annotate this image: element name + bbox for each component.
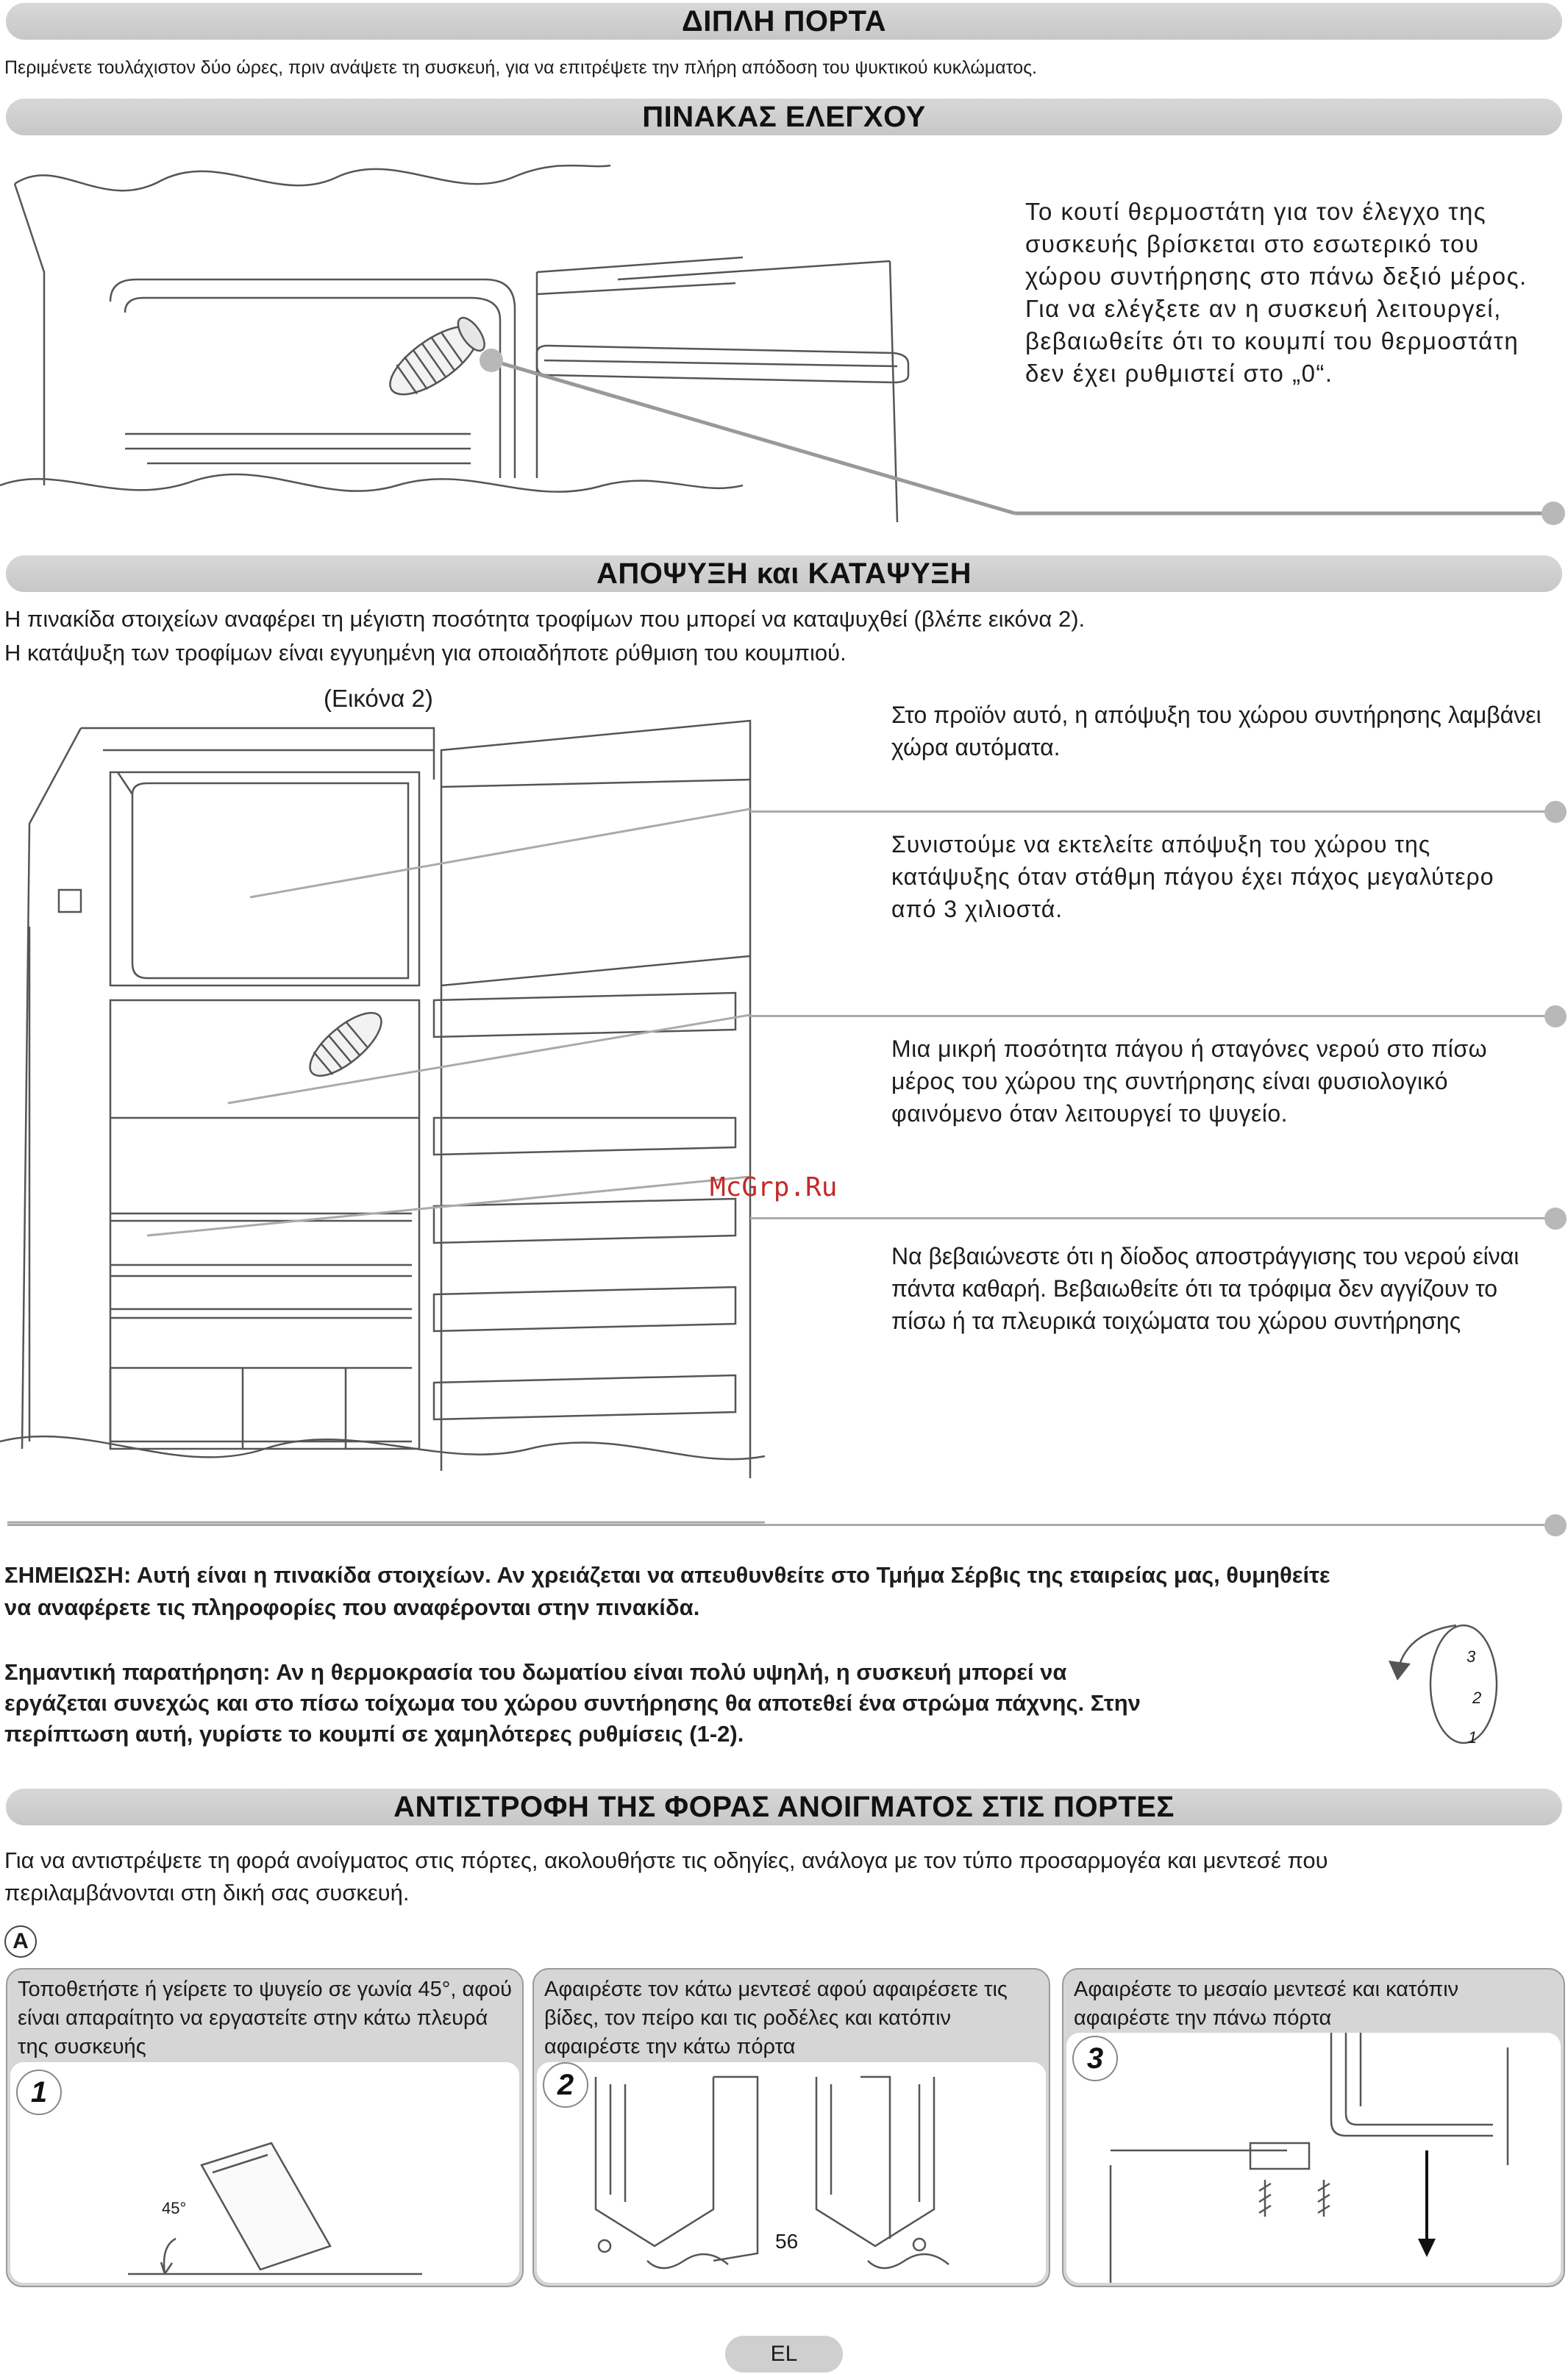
step-text: Αφαιρέστε το μεσαίο μεντεσέ και κατόπιν αφαιρέστε την πάνω πόρτα xyxy=(1074,1978,1459,2030)
step-illustration xyxy=(10,2062,519,2283)
section-header-control-panel xyxy=(6,99,1562,135)
watermark: McGrp.Ru xyxy=(710,1172,838,1202)
tilted-fridge-icon xyxy=(10,2062,519,2283)
section-header-double-door xyxy=(6,3,1562,40)
thermostat-dial-icon xyxy=(1375,1611,1522,1758)
step-illustration xyxy=(537,2062,1046,2283)
defrost-note1: Στο προϊόν αυτό, η απόψυξη του χώρου συντήρησης λαμβάνει χώρα αυτόματα. xyxy=(891,702,1542,760)
language-badge: EL xyxy=(725,2336,843,2373)
divider-dot xyxy=(1544,1005,1567,1027)
dial-label-2: 2 xyxy=(1472,1689,1482,1707)
control-panel-text: Το κουτί θερμοστάτη για τον έλεγχο της συσκευής βρίσκεται στο εσωτερικό του χώρου συντήρησης στο πάνω δεξιό μέρος. Για να ελέγξετε αν η συσκευή λειτουργεί, βεβαιωθείτε ότι το κουμπί του θερμοστάτη δεν έχει ρυθμιστεί στο „0“. xyxy=(1025,198,1528,387)
step-text: Τοποθετήστε ή γείρετε το ψυγείο σε γωνία 45°, αφού είναι απαραίτητο να εργαστείτε στην κάτω πλευρά της συσκευής xyxy=(18,1978,513,2058)
divider xyxy=(750,1015,1555,1017)
step-illustration xyxy=(1066,2033,1561,2283)
step-number: 2 xyxy=(543,2062,588,2108)
defrost-note3: Μια μικρή ποσότητα πάγου ή σταγόνες νερού στο πίσω μέρος του χώρου της συντήρησης είναι φυσιολογικό φαινόμενο όταν λειτουργεί το ψυγείο. xyxy=(891,1035,1488,1127)
step-panel-1 xyxy=(6,1968,524,2287)
section-header-defrost xyxy=(6,555,1562,592)
figure-caption: (Εικόνα 2) xyxy=(324,685,433,712)
dial-label-1: 1 xyxy=(1468,1728,1478,1747)
important-line1: Σημαντική παρατήρηση: Αν η θερμοκρασία του δωματίου είναι πολύ υψηλή, η συσκευή μπορεί να xyxy=(4,1659,1067,1685)
door-reversal-intro-line1: Για να αντιστρέψετε τη φορά ανοίγματος στις πόρτες, ακολουθήστε τις οδηγίες, ανάλογα με τον τύπο προσαρμογέα και μεντεσέ που xyxy=(4,1847,1328,1873)
section-title: ΑΝΤΙΣΤΡΟΦΗ ΤΗΣ ΦΟΡΑΣ ΑΝΟΙΓΜΑΤΟΣ ΣΤΙΣ ΠΟΡΤΕΣ xyxy=(393,1790,1175,1823)
dial-label-3: 3 xyxy=(1467,1647,1476,1666)
door-reversal-intro-line2: περιλαμβάνονται στη δική σας συσκευή. xyxy=(4,1880,410,1906)
important-line3: περίπτωση αυτή, γυρίστε το κουμπί σε χαμηλότερες ρυθμίσεις (1-2). xyxy=(4,1721,744,1747)
divider-dot xyxy=(1544,801,1567,823)
divider-dot xyxy=(1544,1208,1567,1230)
angle-label: 45° xyxy=(162,2199,187,2217)
step-text: Αφαιρέστε τον κάτω μεντεσέ αφού αφαιρέσετε τις βίδες, τον πείρο και τις ροδέλες και κατόπιν αφαιρέστε την κάτω πόρτα xyxy=(544,1978,1008,2058)
step-number: 3 xyxy=(1072,2036,1118,2081)
defrost-note4: Να βεβαιώνεστε ότι η δίοδος αποστράγγισης του νερού είναι πάντα καθαρή. Βεβαιωθείτε ότι τα τρόφιμα δεν αγγίζουν το πίσω ή τα πλευρικά τοιχώματα του χώρου συντήρησης xyxy=(891,1243,1519,1334)
step-panel-2 xyxy=(532,1968,1050,2287)
fridge-illustration xyxy=(0,706,772,1530)
marker-a: A xyxy=(4,1925,37,1958)
divider xyxy=(750,1217,1555,1219)
section-title: ΔΙΠΛΗ ΠΟΡΤΑ xyxy=(682,4,886,38)
defrost-intro-line2: Η κατάψυξη των τροφίμων είναι εγγυημένη για οποιαδήποτε ρύθμιση του κουμπιού. xyxy=(4,640,847,666)
important-line2: εργάζεται συνεχώς και στο πίσω τοίχωμα του χώρου συντήρησης θα αποτεθεί ένα στρώμα πάχνης. Στην xyxy=(4,1690,1141,1716)
step-number: 1 xyxy=(16,2070,62,2115)
divider xyxy=(750,810,1555,813)
middle-hinge-icon xyxy=(1066,2033,1561,2283)
section-title: ΠΙΝΑΚΑΣ ΕΛΕΓΧΟΥ xyxy=(642,100,926,133)
note-line1: ΣΗΜΕΙΩΣΗ: Αυτή είναι η πινακίδα στοιχείων. Αν χρειάζεται να απευθυνθείτε στο Τμήμα Σέρβις της εταιρείας μας, θυμηθείτε xyxy=(4,1562,1330,1588)
double-door-text: Περιμένετε τουλάχιστον δύο ώρες, πριν ανάψετε τη συσκευή, για να επιτρέψετε την πλήρη απόδοση του ψυκτικού κυκλώματος. xyxy=(4,57,1038,78)
page-number: 56 xyxy=(775,2230,799,2253)
note-line2: να αναφέρετε τις πληροφορίες που αναφέρονται στην πινακίδα. xyxy=(4,1594,700,1620)
section-header-door-reversal xyxy=(6,1789,1562,1825)
divider-dot xyxy=(1544,1514,1567,1536)
defrost-note2: Συνιστούμε να εκτελείτε απόψυξη του χώρου της κατάψυξης όταν στάθμη πάγου έχει πάχος μεγαλύτερο από 3 χιλιοστά. xyxy=(891,831,1494,922)
defrost-intro-line1: Η πινακίδα στοιχείων αναφέρει τη μέγιστη ποσότητα τροφίμων που μπορεί να καταψυχθεί (βλέπε εικόνα 2). xyxy=(4,606,1086,632)
divider xyxy=(7,1524,1555,1526)
step-panel-3 xyxy=(1062,1968,1565,2287)
section-title: ΑΠΟΨΥΞΗ και ΚΑΤΑΨΥΞΗ xyxy=(596,557,972,590)
